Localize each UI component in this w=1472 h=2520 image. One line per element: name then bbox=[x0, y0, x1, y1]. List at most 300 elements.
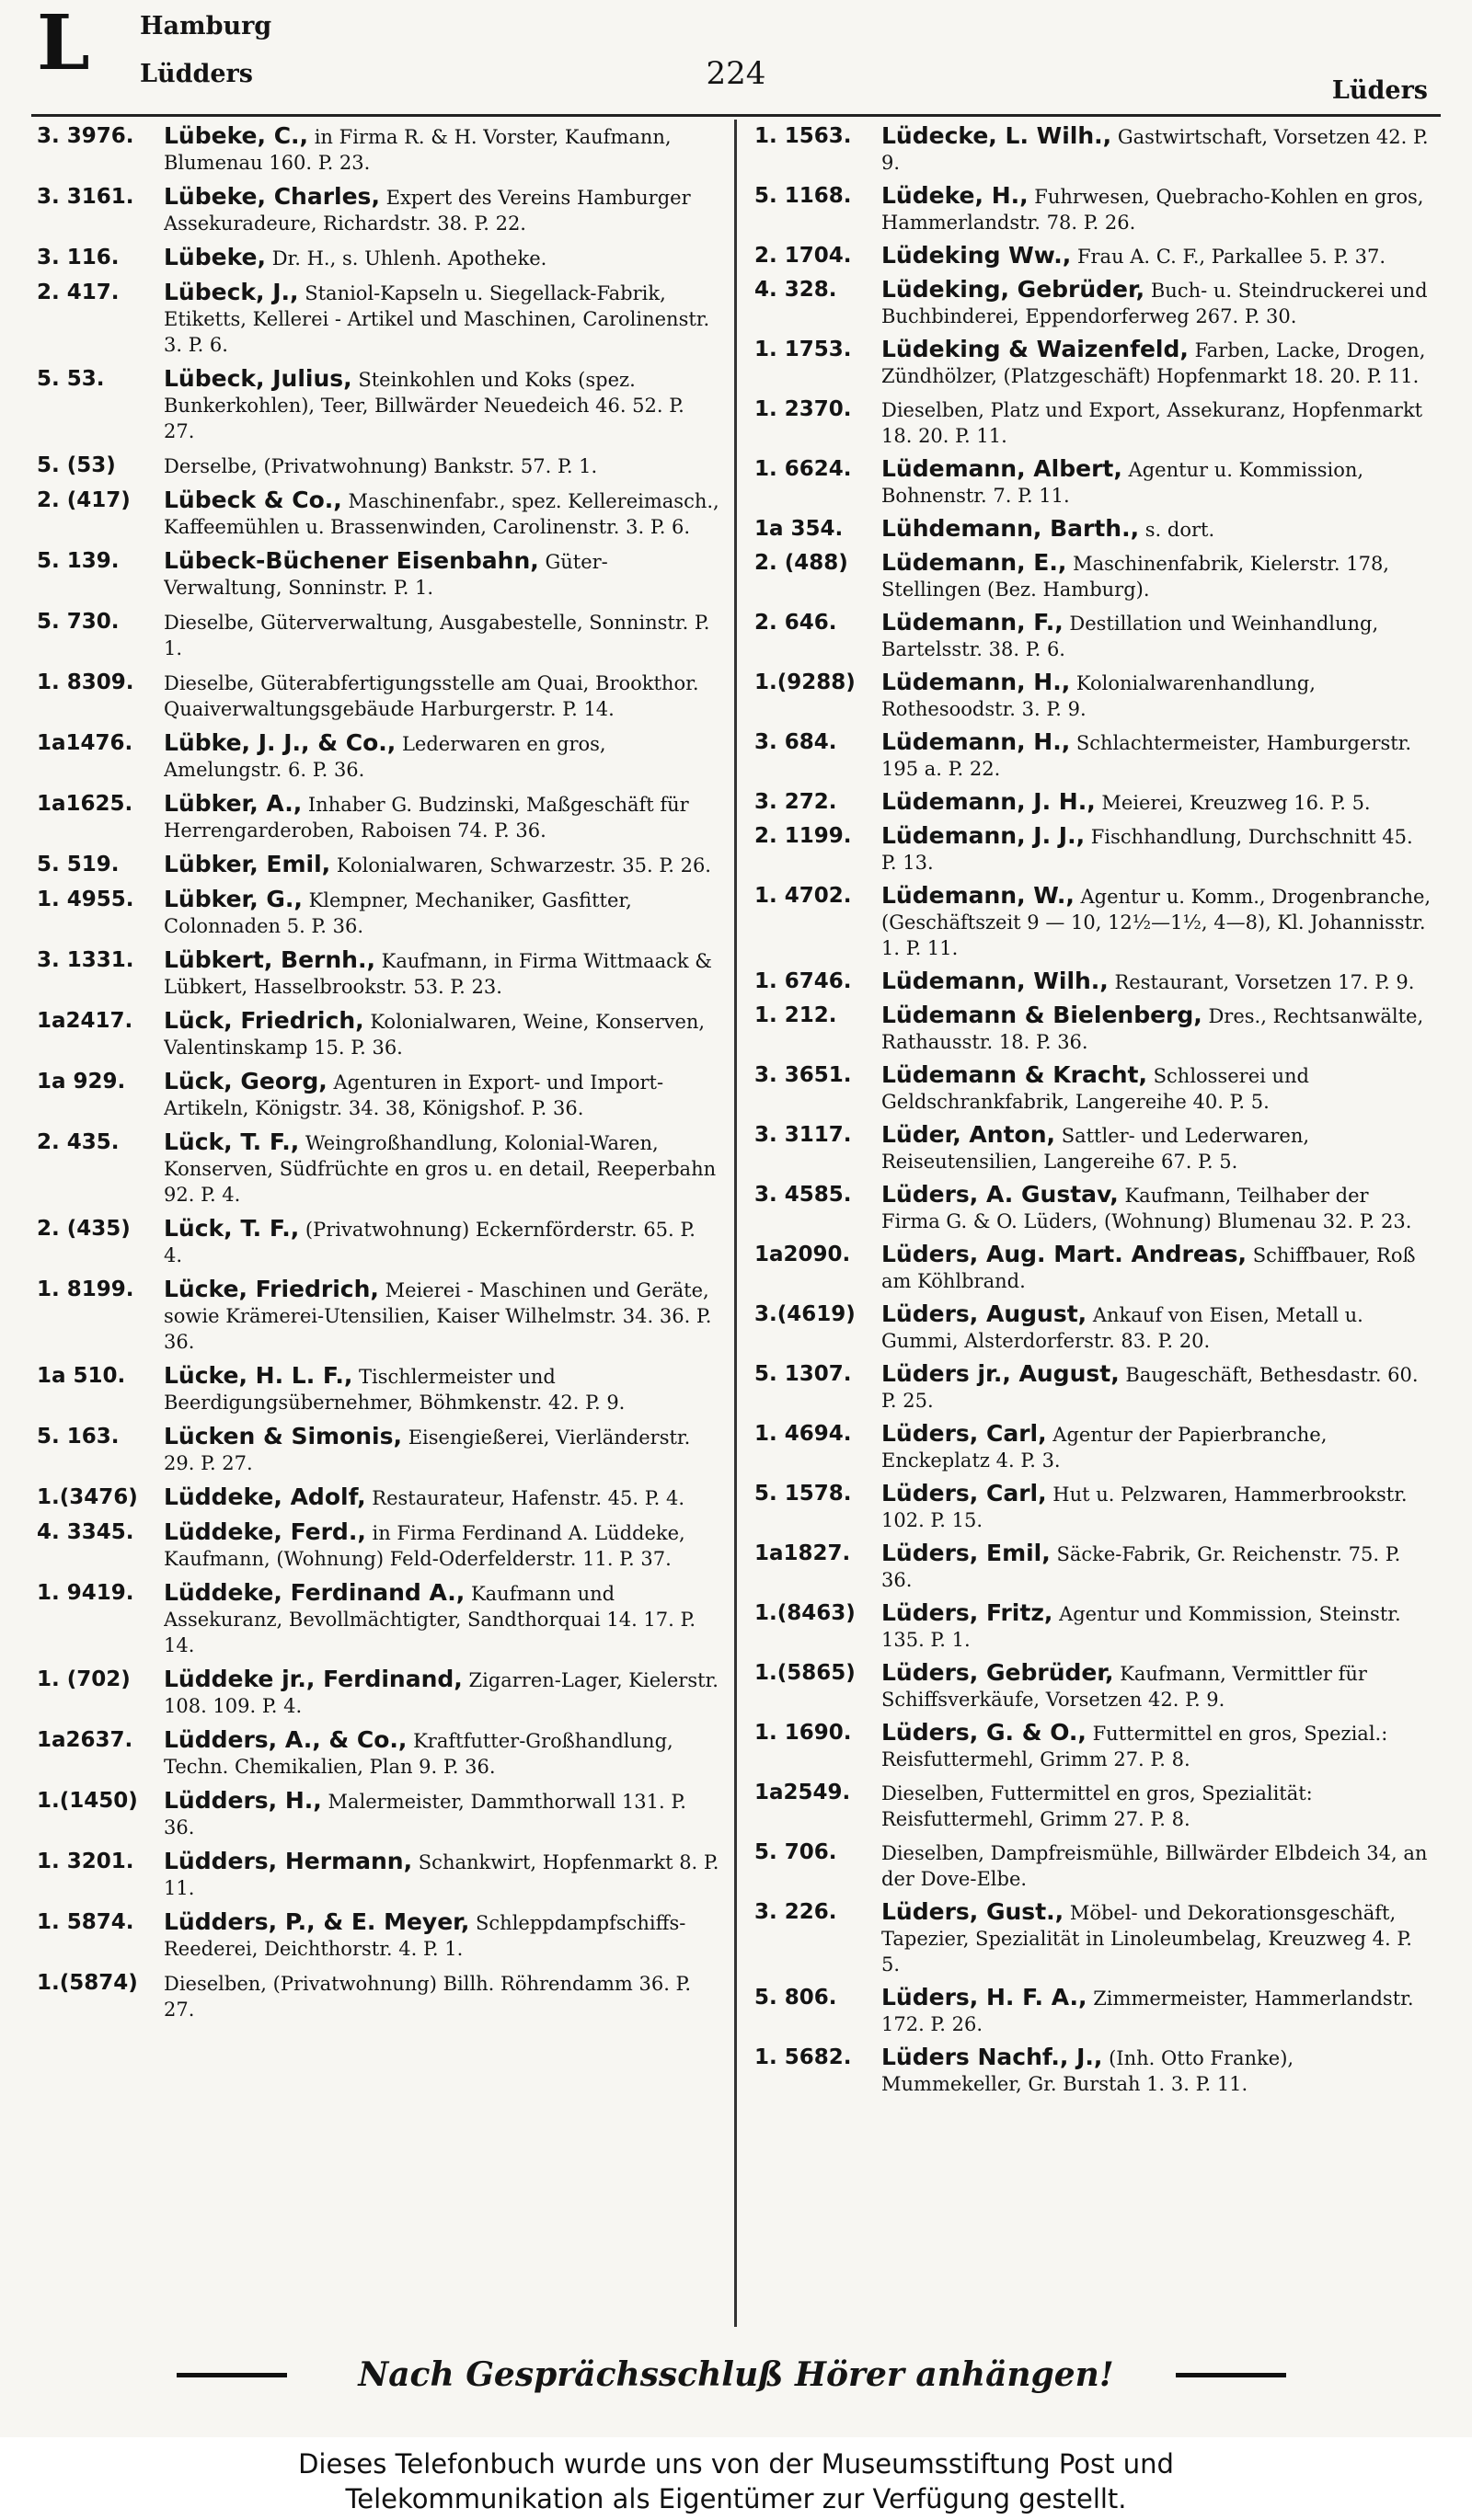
subscriber-name: Lüdemann, J. J., bbox=[881, 823, 1086, 849]
entry-body bbox=[881, 1600, 1433, 1653]
phone-number: 1. 6624. bbox=[754, 457, 852, 481]
directory-entry bbox=[37, 1008, 719, 1060]
directory-entry bbox=[37, 730, 719, 783]
directory-entry bbox=[37, 1216, 719, 1268]
entry-body bbox=[164, 1909, 719, 1962]
subscriber-name: Lüdeking & Waizenfeld, bbox=[881, 337, 1189, 362]
right-running-head: Lüders bbox=[1331, 76, 1428, 105]
entry-details: (Privatwohnung) Eckernförderstr. 65. P. 4. bbox=[164, 1219, 696, 1266]
subscriber-name: Lübker, G., bbox=[164, 887, 303, 912]
entry-body bbox=[881, 670, 1433, 722]
phone-number: 2. (488) bbox=[754, 551, 848, 575]
subscriber-name: Lüdeke, H., bbox=[881, 183, 1029, 209]
phone-number: 1. 5874. bbox=[37, 1910, 134, 1934]
entry-body bbox=[164, 1277, 719, 1355]
directory-entry bbox=[754, 396, 1433, 449]
entry-details: Eisengießerei, Vierländerstr. 29. P. 27. bbox=[164, 1426, 691, 1474]
directory-entry bbox=[754, 1361, 1433, 1414]
directory-entry bbox=[754, 670, 1433, 722]
phone-number: 2. (417) bbox=[37, 488, 131, 512]
phone-number: 2. 646. bbox=[754, 611, 837, 635]
phone-number: 1. 8309. bbox=[37, 670, 134, 694]
entry-body bbox=[881, 337, 1433, 389]
phone-number: 3. 116. bbox=[37, 246, 120, 269]
phone-number: 1. 5682. bbox=[754, 2045, 852, 2069]
directory-entry bbox=[37, 280, 719, 358]
directory-entry bbox=[37, 1849, 719, 1901]
subscriber-name: Lübeke, bbox=[164, 245, 266, 270]
entry-details: Lederwaren en gros, Amelungstr. 6. P. 36. bbox=[164, 733, 606, 781]
subscriber-name: Lüdemann, E., bbox=[881, 550, 1067, 576]
phone-number: 2. 1199. bbox=[754, 824, 852, 848]
entry-body bbox=[881, 1660, 1433, 1712]
entry-body bbox=[164, 1667, 719, 1719]
credit-notice bbox=[0, 2446, 1472, 2516]
phone-number: 1. 1563. bbox=[754, 124, 852, 148]
subscriber-name: Lüddeke, Ferdinand A., bbox=[164, 1580, 466, 1606]
subscriber-name: Lüdemann, H., bbox=[881, 670, 1071, 695]
phone-number: 1.(8463) bbox=[754, 1601, 856, 1625]
entry-details: Dieselben, Futtermittel en gros, Spezialität: Reisfuttermehl, Grimm 27. P. 8. bbox=[881, 1782, 1313, 1830]
subscriber-name: Lübke, J. J., & Co., bbox=[164, 730, 397, 756]
directory-entry bbox=[754, 968, 1433, 995]
subscriber-name: Lüders, Aug. Mart. Andreas, bbox=[881, 1242, 1248, 1267]
entry-details: Zimmermeister, Hammerlandstr. 172. P. 26. bbox=[881, 1987, 1414, 2035]
entry-body bbox=[881, 1541, 1433, 1593]
entry-body bbox=[881, 277, 1433, 329]
entry-body bbox=[881, 883, 1433, 961]
entry-details: Meierei, Kreuzweg 16. P. 5. bbox=[1101, 792, 1371, 814]
directory-entry bbox=[37, 1069, 719, 1121]
entry-details: Agentur und Kommission, Steinstr. 135. P. 1. bbox=[881, 1603, 1401, 1651]
phone-number: 3. 226. bbox=[754, 1900, 837, 1924]
directory-entry bbox=[754, 1122, 1433, 1174]
entry-details: Zigarren-Lager, Kielerstr. 108. 109. P. 4. bbox=[164, 1669, 719, 1717]
entry-details: Kolonialwaren, Schwarzestr. 35. P. 26. bbox=[336, 854, 711, 876]
credit-line-1: Dieses Telefonbuch wurde uns von der Museumsstiftung Post und bbox=[298, 2448, 1174, 2480]
entry-details: Maschinenfabrik, Kielerstr. 178, Stellingen (Bez. Hamburg). bbox=[881, 553, 1389, 601]
subscriber-name: Lüdemann, H., bbox=[881, 729, 1071, 755]
header-rule bbox=[31, 114, 1441, 117]
entry-details: Steinkohlen und Koks (spez. Bunkerkohlen), Teer, Billwärder Neuedeich 46. 52. P. 27. bbox=[164, 369, 684, 442]
subscriber-name: Lüdemann & Kracht, bbox=[881, 1062, 1147, 1088]
directory-entry bbox=[754, 1660, 1433, 1712]
entry-details: Meierei - Maschinen und Geräte, sowie Krämerei-Utensilien, Kaiser Wilhelmstr. 34. 36. P. 36. bbox=[164, 1279, 712, 1353]
directory-entry bbox=[754, 1600, 1433, 1653]
phone-number: 5. 706. bbox=[754, 1840, 837, 1864]
entry-details: Agentur u. Kommission, Bohnenstr. 7. P. 11. bbox=[881, 459, 1364, 507]
right-column bbox=[754, 123, 1433, 2097]
entry-body bbox=[881, 1481, 1433, 1533]
entry-details: Inhaber G. Budzinski, Maßgeschäft für Herrengarderoben, Raboisen 74. P. 36. bbox=[164, 794, 689, 842]
directory-entry bbox=[754, 2045, 1433, 2097]
subscriber-name: Lücke, Friedrich, bbox=[164, 1277, 379, 1302]
directory-entry bbox=[754, 1899, 1433, 1977]
directory-entry bbox=[37, 548, 719, 601]
entry-body bbox=[164, 1727, 719, 1780]
entry-body bbox=[881, 1182, 1433, 1234]
phone-number: 5. 1168. bbox=[754, 184, 852, 208]
subscriber-name: Lüddeke jr., Ferdinand, bbox=[164, 1667, 463, 1692]
subscriber-name: Lück, T. F., bbox=[164, 1129, 300, 1155]
phone-number: 1a1625. bbox=[37, 792, 133, 816]
directory-entry bbox=[37, 487, 719, 540]
entry-body bbox=[881, 456, 1433, 509]
phone-number: 1a1827. bbox=[754, 1541, 851, 1565]
entry-body bbox=[164, 1008, 719, 1060]
subscriber-name: Lüdemann, Wilh., bbox=[881, 968, 1109, 994]
directory-entry bbox=[754, 789, 1433, 816]
subscriber-name: Lücken & Simonis, bbox=[164, 1424, 403, 1449]
subscriber-name: Lüders, A. Gustav, bbox=[881, 1182, 1119, 1208]
phone-number: 1.(5874) bbox=[37, 1971, 138, 1995]
subscriber-name: Lücke, H. L. F., bbox=[164, 1363, 353, 1389]
entry-details: Schlachtermeister, Hamburgerstr. 195 a. P. 22. bbox=[881, 732, 1412, 780]
directory-entry bbox=[37, 245, 719, 271]
directory-entry bbox=[37, 1484, 719, 1511]
entry-body bbox=[164, 1129, 719, 1208]
directory-entry bbox=[754, 1421, 1433, 1473]
subscriber-name: Lück, T. F., bbox=[164, 1216, 300, 1242]
directory-entry bbox=[37, 1667, 719, 1719]
phone-number: 5. 730. bbox=[37, 610, 120, 634]
directory-entry bbox=[754, 337, 1433, 389]
directory-entry bbox=[37, 791, 719, 843]
entry-details: Schankwirt, Hopfenmarkt 8. P. 11. bbox=[164, 1851, 719, 1899]
entry-body bbox=[164, 609, 719, 661]
subscriber-name: Lüddeke, Adolf, bbox=[164, 1484, 366, 1510]
directory-entry bbox=[754, 1002, 1433, 1055]
directory-entry bbox=[754, 550, 1433, 602]
entry-details: Dieselbe, Güterabfertigungsstelle am Quai, Brookthor. Quaiverwaltungsgebäude Harburgerstr. P. 14. bbox=[164, 672, 699, 720]
entry-body bbox=[164, 366, 719, 444]
subscriber-name: Lüders Nachf., J., bbox=[881, 2045, 1103, 2070]
subscriber-name: Lüdeking, Gebrüder, bbox=[881, 277, 1145, 303]
subscriber-name: Lüdemann, J. H., bbox=[881, 789, 1096, 815]
entry-body bbox=[881, 516, 1433, 543]
phone-number: 3.(4619) bbox=[754, 1302, 856, 1326]
subscriber-name: Lüders, Gust., bbox=[881, 1899, 1064, 1925]
phone-number: 5. 806. bbox=[754, 1986, 837, 2010]
phone-number: 3. 3976. bbox=[37, 124, 134, 148]
subscriber-name: Lüdders, A., & Co., bbox=[164, 1727, 408, 1753]
left-column bbox=[37, 123, 719, 2022]
subscriber-name: Lübkert, Bernh., bbox=[164, 947, 375, 973]
phone-number: 1. 4702. bbox=[754, 884, 852, 908]
phone-number: 1. 6746. bbox=[754, 969, 852, 993]
entry-details: Kaufmann, Vermittler für Schiffsverkäufe, Vorsetzen 42. P. 9. bbox=[881, 1663, 1367, 1711]
phone-number: 1a2090. bbox=[754, 1243, 851, 1266]
subscriber-name: Lück, Friedrich, bbox=[164, 1008, 364, 1034]
subscriber-name: Lüdders, P., & E. Meyer, bbox=[164, 1909, 470, 1935]
entry-body bbox=[881, 183, 1433, 235]
entry-body bbox=[164, 123, 719, 176]
directory-entry bbox=[37, 1788, 719, 1840]
entry-details: Sattler- und Lederwaren, Reiseutensilien, Langereihe 67. P. 5. bbox=[881, 1125, 1310, 1173]
subscriber-name: Lüdecke, L. Wilh., bbox=[881, 123, 1112, 149]
phone-number: 2. 417. bbox=[37, 281, 120, 304]
subscriber-name: Lübeke, Charles, bbox=[164, 184, 380, 210]
phone-number: 1. 2370. bbox=[754, 397, 852, 421]
entry-body bbox=[164, 548, 719, 601]
entry-details: Fuhrwesen, Quebracho-Kohlen en gros, Hammerlandstr. 78. P. 26. bbox=[881, 186, 1424, 234]
entry-body bbox=[881, 789, 1433, 816]
directory-entry bbox=[754, 1985, 1433, 2037]
entry-details: Baugeschäft, Bethesdastr. 60. P. 25. bbox=[881, 1364, 1419, 1412]
entry-body bbox=[881, 1062, 1433, 1115]
entry-body bbox=[164, 245, 719, 271]
phone-number: 4. 328. bbox=[754, 278, 837, 302]
directory-entry bbox=[754, 516, 1433, 543]
entry-details: Dr. H., s. Uhlenh. Apotheke. bbox=[271, 247, 547, 269]
subscriber-name: Lübker, A., bbox=[164, 791, 303, 817]
directory-entry bbox=[37, 1580, 719, 1658]
subscriber-name: Lüders, Fritz, bbox=[881, 1600, 1053, 1626]
entry-body bbox=[164, 730, 719, 783]
entry-body bbox=[881, 1899, 1433, 1977]
phone-number: 1a 354. bbox=[754, 517, 844, 541]
entry-body bbox=[881, 1002, 1433, 1055]
entry-body bbox=[164, 1216, 719, 1268]
phone-number: 1.(1450) bbox=[37, 1789, 138, 1813]
entry-details: Weingroßhandlung, Kolonial-Waren, Konserven, Südfrüchte en gros u. en detail, Reeperbahn 92. P. 4. bbox=[164, 1132, 717, 1206]
entry-body bbox=[881, 1301, 1433, 1354]
entry-details: Schiffbauer, Roß am Köhlbrand. bbox=[881, 1244, 1416, 1292]
entry-body bbox=[881, 2045, 1433, 2097]
phone-number: 1a2637. bbox=[37, 1728, 133, 1752]
directory-entry bbox=[754, 123, 1433, 176]
entry-details: in Firma R. & H. Vorster, Kaufmann, Blumenau 160. P. 23. bbox=[164, 126, 672, 174]
phone-number: 5. 1307. bbox=[754, 1362, 852, 1386]
entry-details: Klempner, Mechaniker, Gasfitter, Colonnaden 5. P. 36. bbox=[164, 889, 632, 937]
phone-number: 5. 163. bbox=[37, 1425, 120, 1449]
directory-entry bbox=[37, 1363, 719, 1415]
directory-entry bbox=[754, 456, 1433, 509]
subscriber-name: Lüders jr., August, bbox=[881, 1361, 1120, 1387]
entry-body bbox=[881, 1122, 1433, 1174]
subscriber-name: Lüdders, H., bbox=[164, 1788, 322, 1814]
left-running-head: Lüdders bbox=[140, 60, 253, 88]
entry-details: Dieselbe, Güterverwaltung, Ausgabestelle, Sonninstr. P. 1. bbox=[164, 612, 710, 659]
directory-entry bbox=[754, 277, 1433, 329]
entry-body bbox=[881, 1839, 1433, 1892]
entry-details: Kaufmann, in Firma Wittmaack & Lübkert, Hasselbrookstr. 53. P. 23. bbox=[164, 950, 712, 998]
entry-body bbox=[881, 243, 1433, 269]
directory-entry bbox=[37, 947, 719, 1000]
directory-entry bbox=[754, 883, 1433, 961]
directory-entry bbox=[754, 1839, 1433, 1892]
directory-entry bbox=[754, 823, 1433, 876]
directory-entry bbox=[37, 887, 719, 939]
directory-entry bbox=[754, 610, 1433, 662]
entry-body bbox=[881, 1361, 1433, 1414]
entry-body bbox=[164, 1788, 719, 1840]
phone-number: 3. 1331. bbox=[37, 948, 134, 972]
entry-body bbox=[881, 1720, 1433, 1772]
entry-details: Dres., Rechtsanwälte, Rathausstr. 18. P. 36. bbox=[881, 1005, 1424, 1053]
directory-entry bbox=[37, 452, 719, 479]
entry-body bbox=[164, 791, 719, 843]
phone-number: 3. 3651. bbox=[754, 1063, 852, 1087]
entry-details: Schlosserei und Geldschrankfabrik, Langereihe 40. P. 5. bbox=[881, 1065, 1310, 1113]
entry-body bbox=[881, 610, 1433, 662]
subscriber-name: Lüders, H. F. A., bbox=[881, 1985, 1087, 2010]
directory-entry bbox=[37, 1519, 719, 1572]
phone-number: 5. 53. bbox=[37, 367, 105, 391]
phone-number: 5. 519. bbox=[37, 853, 120, 876]
entry-details: Schleppdampfschiffs-Reederei, Deichthorstr. 4. P. 1. bbox=[164, 1912, 686, 1960]
entry-details: Ankauf von Eisen, Metall u. Gummi, Alsterdorferstr. 83. P. 20. bbox=[881, 1304, 1363, 1352]
subscriber-name: Lüders, Gebrüder, bbox=[881, 1660, 1114, 1686]
subscriber-name: Lübeck, Julius, bbox=[164, 366, 352, 392]
entry-details: (Inh. Otto Franke), Mummekeller, Gr. Burstah 1. 3. P. 11. bbox=[881, 2047, 1294, 2095]
entry-body bbox=[881, 123, 1433, 176]
phone-number: 1a2417. bbox=[37, 1009, 133, 1033]
phone-number: 2. 1704. bbox=[754, 244, 852, 268]
phone-number: 5. 139. bbox=[37, 549, 120, 573]
directory-entry bbox=[37, 670, 719, 722]
entry-body bbox=[881, 1985, 1433, 2037]
entry-details: Dieselben, Platz und Export, Assekuranz, Hopfenmarkt 18. 20. P. 11. bbox=[881, 399, 1423, 447]
entry-body bbox=[164, 1069, 719, 1121]
entry-details: Kolonialwarenhandlung, Rothesoodstr. 3. P. 9. bbox=[881, 672, 1316, 720]
subscriber-name: Lübeke, C., bbox=[164, 123, 309, 149]
entry-details: Maschinenfabr., spez. Kellereimasch., Kaffeemühlen u. Brassenwinden, Carolinenstr. 3. P. 6. bbox=[164, 490, 719, 538]
entry-details: Buch- u. Steindruckerei und Buchbinderei, Eppendorferweg 267. P. 30. bbox=[881, 280, 1428, 327]
directory-entry bbox=[754, 1780, 1433, 1832]
subscriber-name: Lüdeking Ww., bbox=[881, 243, 1072, 269]
entry-details: Staniol-Kapseln u. Siegellack-Fabrik, Etiketts, Kellerei - Artikel und Maschinen, Carolinenstr. 3. P. 6. bbox=[164, 282, 710, 356]
entry-details: in Firma Ferdinand A. Lüddeke, Kaufmann, (Wohnung) Feld-Oderfelderstr. 11. P. 37. bbox=[164, 1522, 685, 1570]
directory-entry bbox=[754, 1242, 1433, 1294]
entry-details: Frau A. C. F., Parkallee 5. P. 37. bbox=[1076, 246, 1386, 268]
entry-body bbox=[164, 184, 719, 236]
entry-details: Malermeister, Dammthorwall 131. P. 36. bbox=[164, 1791, 686, 1838]
subscriber-name: Lüdemann, Albert, bbox=[881, 456, 1122, 482]
entry-details: Destillation und Weinhandlung, Bartelsstr. 38. P. 6. bbox=[881, 613, 1379, 660]
subscriber-name: Lübker, Emil, bbox=[164, 852, 331, 877]
subscriber-name: Lüders, Carl, bbox=[881, 1481, 1047, 1506]
phone-number: 1. (702) bbox=[37, 1667, 131, 1691]
entry-details: Gastwirtschaft, Vorsetzen 42. P. 9. bbox=[881, 126, 1429, 174]
subscriber-name: Lüddeke, Ferd., bbox=[164, 1519, 366, 1545]
directory-entry bbox=[37, 366, 719, 444]
directory-entry bbox=[37, 1909, 719, 1962]
phone-number: 1.(3476) bbox=[37, 1485, 138, 1509]
phone-number: 5. (53) bbox=[37, 453, 116, 477]
entry-body bbox=[881, 1780, 1433, 1832]
phone-number: 1. 4694. bbox=[754, 1422, 852, 1446]
phone-number: 1. 212. bbox=[754, 1003, 837, 1027]
phone-number: 4. 3345. bbox=[37, 1520, 134, 1544]
footer-slogan: Nach Gesprächsschluß Hörer anhängen! bbox=[358, 2355, 1114, 2394]
phone-number: 1. 9419. bbox=[37, 1581, 134, 1605]
entry-body bbox=[881, 968, 1433, 995]
directory-entry bbox=[754, 1481, 1433, 1533]
phone-number: 2. (435) bbox=[37, 1217, 131, 1241]
section-letter: L bbox=[37, 0, 90, 87]
entry-details: s. dort. bbox=[1144, 519, 1215, 541]
directory-entry bbox=[37, 184, 719, 236]
directory-entry bbox=[754, 243, 1433, 269]
directory-entry bbox=[754, 1720, 1433, 1772]
phone-number: 1. 3201. bbox=[37, 1850, 134, 1873]
phone-number: 3. 272. bbox=[754, 790, 837, 814]
entry-details: Agenturen in Export- und Import-Artikeln, Königstr. 34. 38, Königshof. P. 36. bbox=[164, 1071, 664, 1119]
subscriber-name: Lüders, G. & O., bbox=[881, 1720, 1087, 1746]
subscriber-name: Lüders, August, bbox=[881, 1301, 1087, 1327]
entry-body bbox=[164, 1363, 719, 1415]
subscriber-name: Lühdemann, Barth., bbox=[881, 516, 1140, 542]
entry-details: Agentur u. Komm., Drogenbranche, (Geschäftszeit 9 — 10, 12½—1½, 4—8), Kl. Johannisstr. 1. P. 11. bbox=[881, 886, 1432, 959]
entry-body bbox=[164, 947, 719, 1000]
phone-number: 1a 929. bbox=[37, 1070, 126, 1094]
phone-number: 5. 1578. bbox=[754, 1482, 852, 1506]
entry-body bbox=[164, 852, 719, 878]
phone-number: 1. 4955. bbox=[37, 888, 134, 911]
entry-body bbox=[164, 1424, 719, 1476]
credit-line-2: Telekommunikation als Eigentümer zur Verfügung gestellt. bbox=[345, 2483, 1127, 2514]
directory-entry bbox=[37, 123, 719, 176]
subscriber-name: Lübeck-Büchener Eisenbahn, bbox=[164, 548, 539, 574]
entry-body bbox=[164, 1484, 719, 1511]
entry-details: Möbel- und Dekorationsgeschäft, Tapezier, Spezialität in Linoleumbelag, Kreuzweg 4. P. 5. bbox=[881, 1902, 1412, 1976]
phone-number: 3. 684. bbox=[754, 730, 837, 754]
directory-entry bbox=[754, 183, 1433, 235]
phone-number: 3. 4585. bbox=[754, 1183, 852, 1207]
entry-details: Dieselben, (Privatwohnung) Billh. Röhrendamm 36. P. 27. bbox=[164, 1973, 692, 2021]
entry-body bbox=[881, 1242, 1433, 1294]
directory-entry bbox=[37, 609, 719, 661]
directory-entry bbox=[37, 852, 719, 878]
entry-body bbox=[881, 550, 1433, 602]
entry-details: Kolonialwaren, Weine, Konserven, Valentinskamp 15. P. 36. bbox=[164, 1011, 706, 1059]
subscriber-name: Lüdders, Hermann, bbox=[164, 1849, 413, 1874]
phone-number: 1. 8199. bbox=[37, 1277, 134, 1301]
phone-number: 1a2549. bbox=[754, 1781, 851, 1804]
directory-entry bbox=[37, 1277, 719, 1355]
entry-details: Kaufmann und Assekuranz, Bevollmächtigter, Sandthorquai 14. 17. P. 14. bbox=[164, 1583, 696, 1656]
phone-number: 1.(5865) bbox=[754, 1661, 856, 1685]
subscriber-name: Lüdemann & Bielenberg, bbox=[881, 1002, 1202, 1028]
phone-number: 1a1476. bbox=[37, 731, 133, 755]
subscriber-name: Lüders, Carl, bbox=[881, 1421, 1047, 1447]
page-number: 224 bbox=[706, 55, 766, 92]
entry-body bbox=[164, 1580, 719, 1658]
entry-body bbox=[164, 887, 719, 939]
entry-body bbox=[164, 1519, 719, 1572]
entry-details: Güter-Verwaltung, Sonninstr. P. 1. bbox=[164, 551, 608, 599]
entry-body bbox=[881, 823, 1433, 876]
city-heading: Hamburg bbox=[140, 12, 272, 40]
subscriber-name: Lück, Georg, bbox=[164, 1069, 328, 1094]
entry-details: Restaurant, Vorsetzen 17. P. 9. bbox=[1114, 971, 1415, 993]
entry-body bbox=[164, 670, 719, 722]
footer-rule-right bbox=[1176, 2373, 1286, 2377]
phone-number: 1. 1690. bbox=[754, 1721, 852, 1745]
phone-number: 1a 510. bbox=[37, 1364, 126, 1388]
directory-entry bbox=[754, 1182, 1433, 1234]
subscriber-name: Lüdemann, W., bbox=[881, 883, 1075, 909]
phone-number: 3. 3117. bbox=[754, 1123, 852, 1147]
phone-number: 1. 1753. bbox=[754, 338, 852, 361]
entry-details: Säcke-Fabrik, Gr. Reichenstr. 75. P. 36. bbox=[881, 1543, 1401, 1591]
subscriber-name: Lübeck, J., bbox=[164, 280, 299, 305]
phone-number: 1.(9288) bbox=[754, 670, 856, 694]
directory-entry bbox=[754, 729, 1433, 782]
phone-number: 3. 3161. bbox=[37, 185, 134, 209]
subscriber-name: Lübeck & Co., bbox=[164, 487, 342, 513]
